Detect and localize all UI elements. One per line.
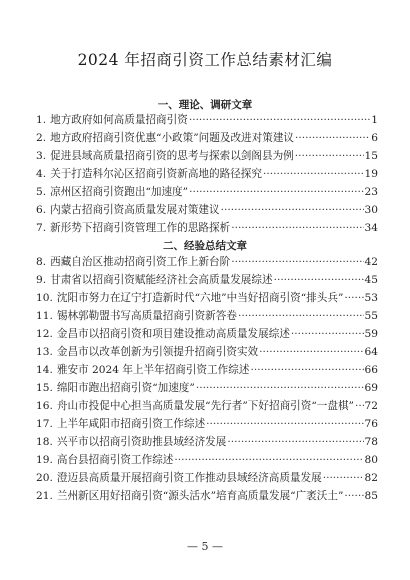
leader-dots [355, 398, 364, 414]
leader-dots [231, 254, 363, 270]
leader-dots [250, 362, 363, 378]
entry-number: 7. [36, 222, 47, 234]
entry-page: 85 [364, 490, 378, 502]
entry-page: 42 [364, 256, 378, 268]
entry-title: 沈阳市努力在辽宁打造新时代“六地”中当好招商引资“排头兵” [56, 292, 344, 304]
entry-title: 促进县域高质量招商引资的思考与探索以剑阁县为例 [50, 150, 294, 162]
entry-title: 兴平市以招商引资助推县域经济发展 [56, 436, 227, 448]
entry-page: 55 [364, 310, 378, 322]
entry-title: 兰州新区用好招商引资“源头活水”培育高质量发展“广袤沃土” [56, 490, 344, 502]
entry-page: 80 [364, 454, 378, 466]
entry-number: 5. [36, 186, 47, 198]
entry-page: 30 [364, 204, 378, 216]
entry-number: 17. [36, 418, 53, 430]
document-title: 2024 年招商引资工作总结素材汇编 [77, 51, 333, 69]
toc-entry[interactable] [36, 220, 378, 236]
leader-dots [344, 290, 363, 306]
toc-entry[interactable] [36, 254, 378, 270]
entry-number: 8. [36, 256, 47, 268]
leader-dots [263, 166, 364, 182]
entry-page: 69 [364, 382, 378, 394]
leader-dots [189, 112, 370, 128]
entry-number: 20. [36, 472, 53, 484]
entry-number: 13. [36, 346, 53, 358]
entry-title: 锡林郭勒盟书写高质量招商引资新答卷 [56, 310, 237, 322]
leader-dots [206, 416, 363, 432]
leader-dots [295, 148, 364, 164]
entry-number: 4. [36, 168, 47, 180]
entry-title: 澄迈县高质量开展招商引资工作推动县域经济高质量发展 [56, 472, 322, 484]
toc-entry[interactable] [36, 380, 378, 396]
entry-number: 6. [36, 204, 47, 216]
entry-title: 金昌市以改革创新为引领提升招商引资实效 [56, 346, 259, 358]
entry-title: 地方政府如何高质量招商引资 [50, 114, 188, 126]
leader-dots [227, 434, 363, 450]
leader-dots [259, 344, 363, 360]
entry-number: 15. [36, 382, 53, 394]
entry-title: 甘肃省以招商引资赋能经济社会高质量发展综述 [50, 274, 273, 286]
entry-title: 上半年咸阳市招商引资工作综述 [56, 418, 206, 430]
toc-entry[interactable] [36, 130, 378, 146]
entry-title: 雅安市 2024 年上半年招商引资工作综述 [56, 364, 250, 376]
entry-title: 关于打造科尔沁区招商引资新高地的路径探究 [50, 168, 262, 180]
entry-number: 9. [36, 274, 47, 286]
leader-dots [196, 380, 364, 396]
entry-number: 21. [36, 490, 53, 502]
toc-entry[interactable] [36, 290, 378, 306]
leader-dots [344, 488, 363, 504]
entry-page: 53 [364, 292, 378, 304]
toc-entry[interactable] [36, 488, 378, 504]
leader-dots [238, 308, 364, 324]
leader-dots [189, 184, 363, 200]
entry-number: 11. [36, 310, 53, 322]
toc-entry[interactable] [36, 452, 378, 468]
entry-title: 地方政府招商引资优惠“小政策”问题及改进对策建议 [50, 132, 295, 144]
entry-page: 78 [364, 436, 378, 448]
toc-entry[interactable] [36, 434, 378, 450]
entry-number: 3. [36, 150, 47, 162]
toc-entry[interactable] [36, 398, 378, 414]
toc-entry[interactable] [36, 184, 378, 200]
entry-page: 72 [364, 400, 378, 412]
leader-dots [231, 220, 363, 236]
entry-page: 19 [364, 168, 378, 180]
entry-page: 15 [364, 150, 378, 162]
entry-page: 59 [364, 328, 378, 340]
entry-number: 14. [36, 364, 53, 376]
toc-entry[interactable] [36, 362, 378, 378]
entry-title: 新形势下招商引资管理工作的思路探析 [50, 222, 231, 234]
entry-page: 6 [371, 132, 378, 144]
entry-page: 45 [364, 274, 378, 286]
entry-title: 绵阳市跑出招商引资“加速度” [56, 382, 195, 394]
entry-page: 64 [364, 346, 378, 358]
entry-page: 1 [371, 114, 378, 126]
toc-entry[interactable] [36, 112, 378, 128]
entry-page: 23 [364, 186, 378, 198]
entry-number: 1. [36, 114, 47, 126]
entry-title: 内蒙古招商引资高质量发展对策建议 [50, 204, 220, 216]
entry-title: 舟山市投促中心担当高质量发展“先行者”下好招商引资“一盘棋” [56, 400, 354, 412]
toc-entry[interactable] [36, 308, 378, 324]
entry-title: 西藏自治区推动招商引资工作上新台阶 [50, 256, 231, 268]
leader-dots [274, 272, 364, 288]
entry-number: 16. [36, 400, 53, 412]
section-heading-theory: 一、理论、调研文章 [157, 99, 253, 111]
leader-dots [291, 326, 364, 342]
toc-entry[interactable] [36, 470, 378, 486]
entry-title: 凉州区招商引资跑出“加速度” [50, 186, 189, 198]
toc-entry[interactable] [36, 344, 378, 360]
entry-page: 82 [364, 472, 378, 484]
entry-number: 19. [36, 454, 53, 466]
section-heading-experience: 二、经验总结文章 [163, 240, 247, 252]
entry-page: 66 [364, 364, 378, 376]
toc-entry[interactable] [36, 148, 378, 164]
entry-page: 76 [364, 418, 378, 430]
entry-title: 高台县招商引资工作综述 [56, 454, 174, 466]
toc-entry[interactable] [36, 272, 378, 288]
entry-title: 金昌市以招商引资和项目建设推动高质量发展综述 [56, 328, 290, 340]
leader-dots [174, 452, 363, 468]
page-number-footer: — 5 — [187, 540, 223, 553]
leader-dots [295, 130, 370, 146]
entry-number: 10. [36, 292, 53, 304]
entry-page: 34 [364, 222, 378, 234]
toc-entry[interactable] [36, 202, 378, 218]
entry-number: 2. [36, 132, 47, 144]
leader-dots [323, 470, 364, 486]
entry-number: 12. [36, 328, 53, 340]
leader-dots [221, 202, 364, 218]
entry-number: 18. [36, 436, 53, 448]
toc-entry[interactable] [36, 416, 378, 432]
toc-entry[interactable] [36, 326, 378, 342]
toc-entry[interactable] [36, 166, 378, 182]
